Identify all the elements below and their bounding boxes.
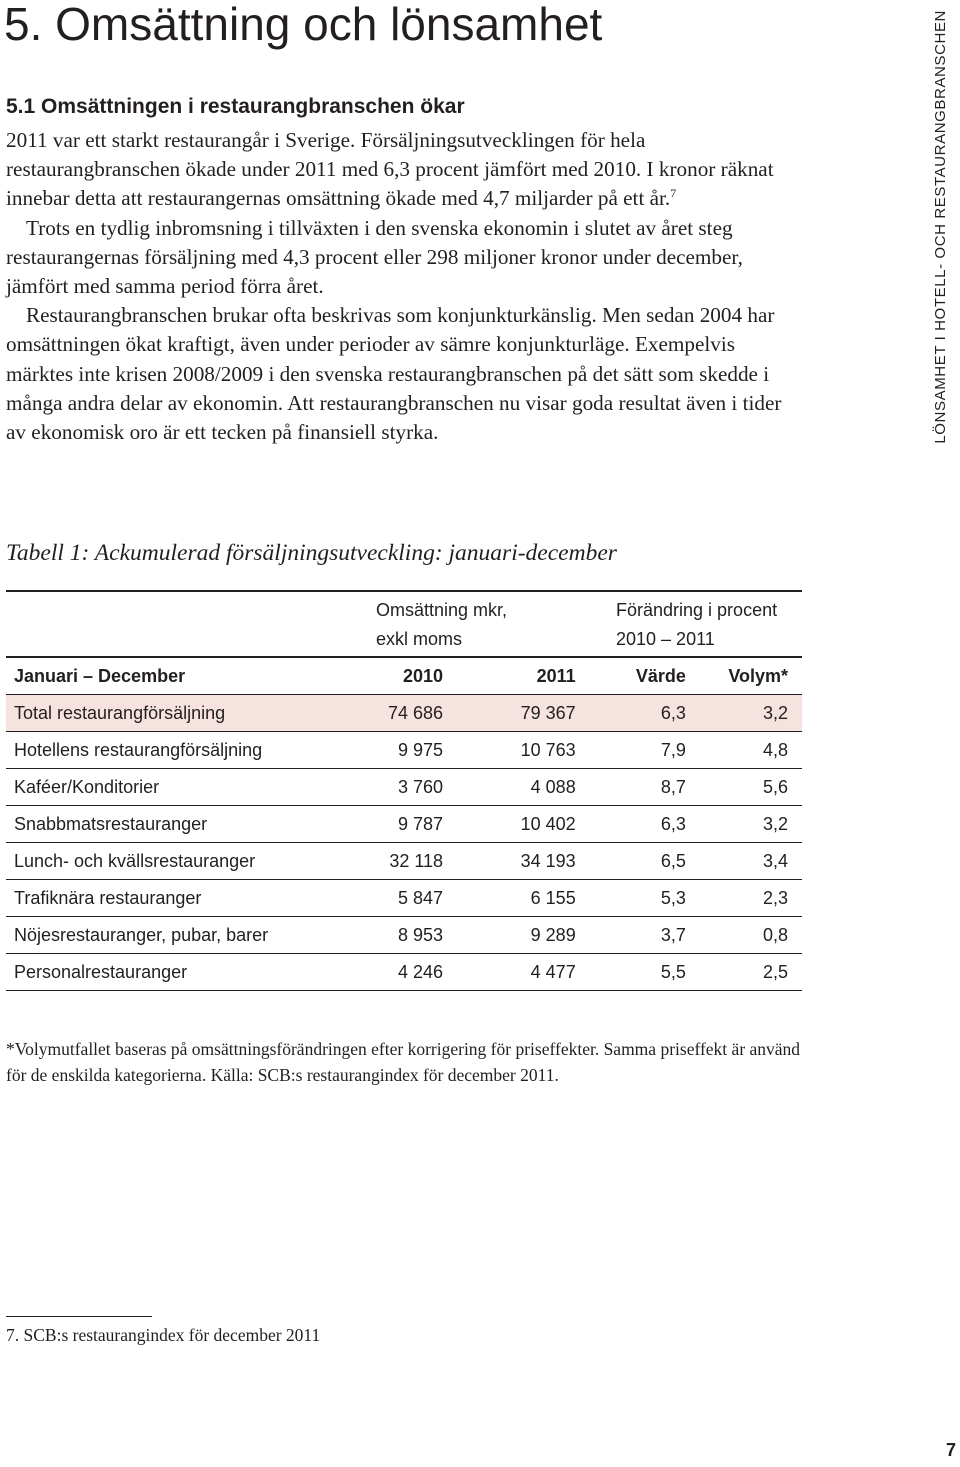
table-row xyxy=(6,769,802,806)
table-caption: Tabell 1: Ackumulerad försäljningsutveckling: januari-december xyxy=(6,540,617,566)
table-cell: 2,3 xyxy=(700,880,802,917)
table-cell: 3,7 xyxy=(590,917,700,954)
revenue-header-line-2: exkl moms xyxy=(376,629,463,649)
table-cell: 5,6 xyxy=(700,769,802,806)
footnote-divider xyxy=(6,1316,152,1317)
table-cell: 5,3 xyxy=(590,880,700,917)
footnote-reference: 7 xyxy=(670,186,677,201)
table-cell: 6 155 xyxy=(457,880,590,917)
change-group-header xyxy=(616,596,777,654)
row-label: Snabbmatsrestauranger xyxy=(6,806,302,843)
side-running-header xyxy=(930,10,958,460)
row-label: Personalrestauranger xyxy=(6,954,302,991)
table-cell: 4 477 xyxy=(457,954,590,991)
table-row xyxy=(6,917,802,954)
table-cell: 32 118 xyxy=(302,843,457,880)
table-row xyxy=(6,806,802,843)
table-cell: 3,2 xyxy=(700,806,802,843)
table-cell: 3,2 xyxy=(700,695,802,732)
sales-data-table xyxy=(6,658,802,991)
table-cell: 8,7 xyxy=(590,769,700,806)
table-cell: 6,5 xyxy=(590,843,700,880)
table-row xyxy=(6,954,802,991)
paragraph-3: Restaurangbranschen brukar ofta beskrivas som konjunkturkänslig. Men sedan 2004 har omsättningen ökat kraftigt, även under perioder av sämre konjunkturläge. Exempelvis märktes inte krisen 2008/2009 i den svenska restaurangbranschen på det sätt som skedde i många andra delar av ekonomin. Att restaurangbranschen nu visar goda resultat även i tider av ekonomisk oro är ett tecken på finansiell styrka. xyxy=(6,303,782,445)
chapter-title: 5. Omsättning och lönsamhet xyxy=(4,0,603,50)
table-cell: 6,3 xyxy=(590,695,700,732)
table-cell: 4,8 xyxy=(700,732,802,769)
table-cell: 4 088 xyxy=(457,769,590,806)
table-row xyxy=(6,843,802,880)
row-label: Kaféer/Konditorier xyxy=(6,769,302,806)
table-column-header-row xyxy=(6,658,802,695)
table-note: *Volymutfallet baseras på omsättningsförändringen efter korrigering för priseffekter. Samma priseffekt är använd för de enskilda kategorierna. Källa: SCB:s restaurangindex för december 2011. xyxy=(6,1039,801,1085)
table-cell: 9 975 xyxy=(302,732,457,769)
column-header-volume: Volym* xyxy=(700,658,802,695)
change-header-line-2: 2010 – 2011 xyxy=(616,629,715,649)
table-cell: 8 953 xyxy=(302,917,457,954)
column-header-2010: 2010 xyxy=(302,658,457,695)
table-cell: 0,8 xyxy=(700,917,802,954)
column-header-2011: 2011 xyxy=(457,658,590,695)
table-cell: 6,3 xyxy=(590,806,700,843)
row-label: Trafiknära restauranger xyxy=(6,880,302,917)
row-label: Lunch- och kvällsrestauranger xyxy=(6,843,302,880)
table-cell: 9 289 xyxy=(457,917,590,954)
table-cell: 7,9 xyxy=(590,732,700,769)
table-cell: 9 787 xyxy=(302,806,457,843)
table-row xyxy=(6,732,802,769)
paragraph-1 xyxy=(6,126,806,214)
side-running-header-text: LÖNSAMHET I HOTELL- OCH RESTAURANGBRANSCHEN xyxy=(932,10,949,444)
column-header-period: Januari – December xyxy=(6,658,302,695)
revenue-header-line-1: Omsättning mkr, xyxy=(376,600,508,620)
paragraph-2: Trots en tydlig inbromsning i tillväxten i den svenska ekonomin i slutet av året steg restaurangernas försäljning med 4,3 procent eller 298 miljoner kronor under december, jämfört med samma period förra året. xyxy=(6,215,743,299)
table-cell: 3 760 xyxy=(302,769,457,806)
table-cell: 5 847 xyxy=(302,880,457,917)
table-cell: 2,5 xyxy=(700,954,802,991)
table-body xyxy=(6,695,802,991)
table-row xyxy=(6,880,802,917)
table-cell: 5,5 xyxy=(590,954,700,991)
table-cell: 3,4 xyxy=(700,843,802,880)
page-number: 7 xyxy=(945,1440,956,1460)
body-text xyxy=(6,126,806,447)
change-header-line-1: Förändring i procent xyxy=(616,600,778,620)
column-header-value: Värde xyxy=(590,658,700,695)
table-group-headers xyxy=(6,592,802,656)
row-label: Nöjesrestauranger, pubar, barer xyxy=(6,917,302,954)
footnote: 7. SCB:s restaurangindex för december 2011 xyxy=(6,1325,321,1345)
paragraph-1-text: 2011 var ett starkt restaurangår i Sverige. Försäljningsutvecklingen för hela restaurangbranschen ökade under 2011 med 6,3 procent jämfört med 2010. I kronor räknat innebar detta att restaurangernas omsättning ökade med 4,7 miljarder på ett år. xyxy=(6,128,774,211)
table-cell: 79 367 xyxy=(457,695,590,732)
row-label: Hotellens restaurangförsäljning xyxy=(6,732,302,769)
table-cell: 10 402 xyxy=(457,806,590,843)
table-cell: 10 763 xyxy=(457,732,590,769)
section-heading: 5.1 Omsättningen i restaurangbranschen ökar xyxy=(6,95,465,118)
row-label: Total restaurangförsäljning xyxy=(6,695,302,732)
table-row xyxy=(6,695,802,732)
sales-table xyxy=(6,590,802,991)
table-cell: 74 686 xyxy=(302,695,457,732)
table-cell: 4 246 xyxy=(302,954,457,991)
revenue-group-header xyxy=(376,596,507,654)
table-cell: 34 193 xyxy=(457,843,590,880)
